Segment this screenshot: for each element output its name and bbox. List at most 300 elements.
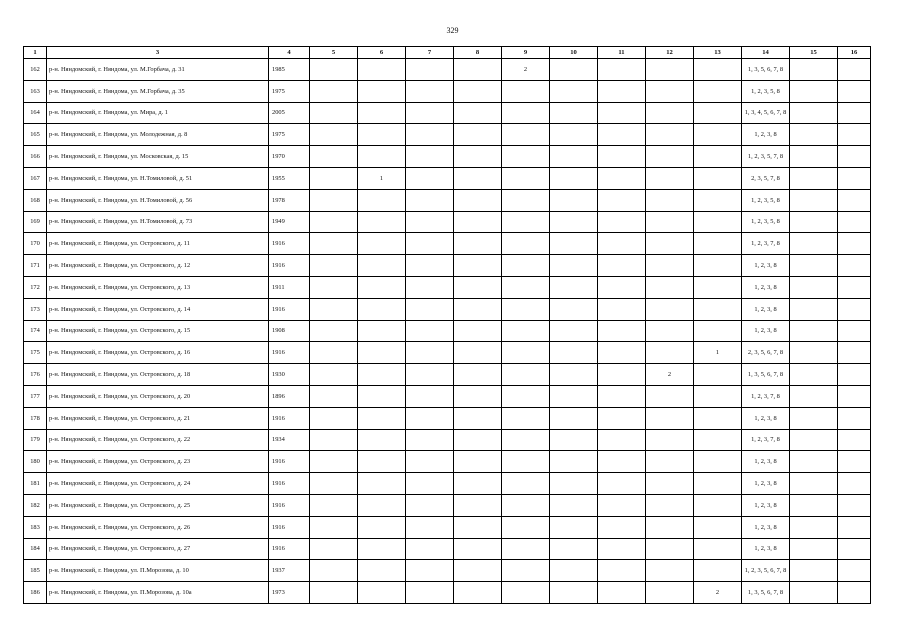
column-header: 15 bbox=[790, 47, 838, 59]
table-cell: 186 bbox=[24, 582, 47, 604]
table-cell: р-н. Няндомский, г. Няндома, ул. Молодежная, д. 8 bbox=[47, 124, 269, 146]
table-cell bbox=[646, 320, 694, 342]
table-cell: 1, 2, 3, 5, 8 bbox=[742, 211, 790, 233]
table-cell: 1916 bbox=[269, 451, 310, 473]
table-cell: 1 bbox=[358, 167, 406, 189]
table-cell bbox=[694, 211, 742, 233]
table-cell bbox=[598, 211, 646, 233]
table-cell bbox=[502, 538, 550, 560]
table-cell bbox=[550, 146, 598, 168]
table-cell bbox=[550, 342, 598, 364]
table-cell bbox=[550, 189, 598, 211]
table-cell: р-н. Няндомский, г. Няндома, ул. Островского, д. 26 bbox=[47, 516, 269, 538]
table-cell bbox=[358, 342, 406, 364]
column-header: 13 bbox=[694, 47, 742, 59]
table-cell bbox=[838, 102, 871, 124]
column-header: 6 bbox=[358, 47, 406, 59]
table-cell bbox=[406, 364, 454, 386]
table-cell: 168 bbox=[24, 189, 47, 211]
table-cell bbox=[646, 560, 694, 582]
table-cell: 1949 bbox=[269, 211, 310, 233]
table-cell: 182 bbox=[24, 494, 47, 516]
table-cell bbox=[502, 451, 550, 473]
table-cell: 1, 2, 3, 5, 7, 8 bbox=[742, 146, 790, 168]
table-cell: 1, 2, 3, 8 bbox=[742, 473, 790, 495]
table-cell bbox=[406, 233, 454, 255]
table-cell bbox=[406, 473, 454, 495]
table-cell: р-н. Няндомский, г. Няндома, ул. Н.Томиловой, д. 73 bbox=[47, 211, 269, 233]
table-cell: р-н. Няндомский, г. Няндома, ул. П.Морозова, д. 10а bbox=[47, 582, 269, 604]
table-row bbox=[24, 167, 871, 189]
table-cell: р-н. Няндомский, г. Няндома, ул. П.Морозова, д. 10 bbox=[47, 560, 269, 582]
table-cell: р-н. Няндомский, г. Няндома, ул. Островского, д. 11 bbox=[47, 233, 269, 255]
table-cell bbox=[790, 473, 838, 495]
table-cell bbox=[838, 189, 871, 211]
table-cell bbox=[646, 516, 694, 538]
table-cell: р-н. Няндомский, г. Няндома, ул. Островского, д. 20 bbox=[47, 385, 269, 407]
table-cell bbox=[310, 494, 358, 516]
table-cell: 171 bbox=[24, 255, 47, 277]
table-cell: 1, 2, 3, 5, 6, 7, 8 bbox=[742, 560, 790, 582]
table-cell bbox=[454, 276, 502, 298]
table-row bbox=[24, 146, 871, 168]
table-cell: 1, 2, 3, 8 bbox=[742, 298, 790, 320]
table-cell bbox=[454, 211, 502, 233]
table-cell bbox=[694, 189, 742, 211]
table-cell bbox=[550, 255, 598, 277]
table-cell: 1978 bbox=[269, 189, 310, 211]
table-cell bbox=[838, 59, 871, 81]
table-cell: 1, 2, 3, 7, 8 bbox=[742, 429, 790, 451]
table-cell bbox=[502, 429, 550, 451]
table-cell: 169 bbox=[24, 211, 47, 233]
table-cell bbox=[646, 451, 694, 473]
table-cell bbox=[454, 516, 502, 538]
table-cell: р-н. Няндомский, г. Няндома, ул. Островского, д. 15 bbox=[47, 320, 269, 342]
table-cell bbox=[838, 385, 871, 407]
table-cell bbox=[454, 364, 502, 386]
table-cell bbox=[598, 364, 646, 386]
table-cell bbox=[550, 102, 598, 124]
column-header: 3 bbox=[47, 47, 269, 59]
table-cell bbox=[310, 167, 358, 189]
table-row bbox=[24, 516, 871, 538]
table-cell bbox=[406, 538, 454, 560]
table-cell bbox=[598, 80, 646, 102]
table-cell bbox=[358, 429, 406, 451]
table-cell bbox=[406, 429, 454, 451]
table-cell bbox=[598, 342, 646, 364]
table-cell bbox=[694, 276, 742, 298]
table-cell: 166 bbox=[24, 146, 47, 168]
table-cell: 164 bbox=[24, 102, 47, 124]
table-cell bbox=[646, 189, 694, 211]
table-cell bbox=[694, 429, 742, 451]
table-cell bbox=[454, 124, 502, 146]
table-cell bbox=[646, 407, 694, 429]
table-cell bbox=[406, 189, 454, 211]
table-row bbox=[24, 211, 871, 233]
table-cell: 1, 2, 3, 5, 8 bbox=[742, 80, 790, 102]
table-cell bbox=[694, 80, 742, 102]
table-row bbox=[24, 560, 871, 582]
table-cell bbox=[598, 320, 646, 342]
table-cell bbox=[454, 102, 502, 124]
table-cell bbox=[838, 429, 871, 451]
table-cell bbox=[454, 429, 502, 451]
table-cell bbox=[646, 255, 694, 277]
table-cell bbox=[646, 80, 694, 102]
table-cell bbox=[310, 80, 358, 102]
table-cell bbox=[550, 560, 598, 582]
table-cell bbox=[502, 407, 550, 429]
column-header: 10 bbox=[550, 47, 598, 59]
table-cell bbox=[502, 364, 550, 386]
table-cell: 172 bbox=[24, 276, 47, 298]
table-cell bbox=[838, 211, 871, 233]
table-cell bbox=[598, 538, 646, 560]
table-cell bbox=[406, 298, 454, 320]
table-cell bbox=[646, 298, 694, 320]
table-cell bbox=[454, 385, 502, 407]
table-row bbox=[24, 80, 871, 102]
table-cell bbox=[598, 276, 646, 298]
table-cell bbox=[454, 80, 502, 102]
table-cell: 178 bbox=[24, 407, 47, 429]
table-cell bbox=[838, 451, 871, 473]
table-cell: р-н. Няндомский, г. Няндома, ул. Островского, д. 16 bbox=[47, 342, 269, 364]
column-header: 5 bbox=[310, 47, 358, 59]
table-cell bbox=[406, 582, 454, 604]
table-cell bbox=[598, 429, 646, 451]
table-cell: р-н. Няндомский, г. Няндома, ул. М.Горбача, д. 35 bbox=[47, 80, 269, 102]
table-row bbox=[24, 451, 871, 473]
table-cell bbox=[646, 429, 694, 451]
table-cell: 162 bbox=[24, 59, 47, 81]
table-cell bbox=[694, 473, 742, 495]
table-row bbox=[24, 364, 871, 386]
table-cell bbox=[838, 560, 871, 582]
column-header: 11 bbox=[598, 47, 646, 59]
table-cell bbox=[838, 364, 871, 386]
table-cell bbox=[502, 298, 550, 320]
table-cell bbox=[406, 560, 454, 582]
table-cell bbox=[358, 80, 406, 102]
table-cell bbox=[694, 494, 742, 516]
table-cell bbox=[310, 342, 358, 364]
table-cell bbox=[646, 211, 694, 233]
table-row bbox=[24, 473, 871, 495]
table-cell bbox=[694, 59, 742, 81]
column-header: 1 bbox=[24, 47, 47, 59]
table-cell bbox=[550, 211, 598, 233]
table-row bbox=[24, 342, 871, 364]
table-cell: 184 bbox=[24, 538, 47, 560]
table-cell bbox=[310, 538, 358, 560]
table-cell bbox=[790, 233, 838, 255]
table-cell: 183 bbox=[24, 516, 47, 538]
table-cell bbox=[598, 473, 646, 495]
table-cell bbox=[646, 473, 694, 495]
table-cell bbox=[454, 494, 502, 516]
table-cell: 1973 bbox=[269, 582, 310, 604]
table-row bbox=[24, 102, 871, 124]
table-cell bbox=[838, 407, 871, 429]
table-cell bbox=[790, 342, 838, 364]
table-cell bbox=[454, 146, 502, 168]
table-cell bbox=[406, 276, 454, 298]
table-cell: р-н. Няндомский, г. Няндома, ул. Островского, д. 14 bbox=[47, 298, 269, 320]
table-cell bbox=[790, 429, 838, 451]
table-cell bbox=[550, 167, 598, 189]
table-cell: 1, 2, 3, 8 bbox=[742, 124, 790, 146]
table-cell bbox=[694, 255, 742, 277]
table-cell bbox=[550, 320, 598, 342]
table-cell bbox=[790, 451, 838, 473]
table-cell bbox=[694, 364, 742, 386]
table-cell bbox=[550, 385, 598, 407]
table-cell bbox=[454, 255, 502, 277]
table-cell: 1975 bbox=[269, 80, 310, 102]
table-body bbox=[24, 59, 871, 604]
table-cell bbox=[310, 255, 358, 277]
table-cell bbox=[406, 385, 454, 407]
table-cell bbox=[694, 451, 742, 473]
table-row bbox=[24, 189, 871, 211]
table-cell: р-н. Няндомский, г. Няндома, ул. Н.Томиловой, д. 56 bbox=[47, 189, 269, 211]
table-cell bbox=[790, 494, 838, 516]
table-cell: р-н. Няндомский, г. Няндома, ул. Островского, д. 22 bbox=[47, 429, 269, 451]
table-row bbox=[24, 385, 871, 407]
table-cell bbox=[406, 146, 454, 168]
table-cell: 1970 bbox=[269, 146, 310, 168]
table-cell bbox=[454, 59, 502, 81]
column-header: 8 bbox=[454, 47, 502, 59]
table-cell bbox=[406, 167, 454, 189]
table-cell bbox=[646, 233, 694, 255]
page-number: 329 bbox=[446, 26, 459, 35]
table-cell bbox=[550, 582, 598, 604]
table-cell: 163 bbox=[24, 80, 47, 102]
table-cell bbox=[646, 167, 694, 189]
table-cell: 1916 bbox=[269, 538, 310, 560]
table-cell: 1, 2, 3, 8 bbox=[742, 320, 790, 342]
table-cell: 170 bbox=[24, 233, 47, 255]
table-cell bbox=[310, 385, 358, 407]
table-cell bbox=[310, 582, 358, 604]
table-cell bbox=[790, 364, 838, 386]
table-cell: 2, 3, 5, 7, 8 bbox=[742, 167, 790, 189]
table-cell bbox=[646, 276, 694, 298]
table-cell bbox=[646, 582, 694, 604]
table-cell: 1, 3, 5, 6, 7, 8 bbox=[742, 59, 790, 81]
table-cell bbox=[310, 451, 358, 473]
table-cell bbox=[406, 80, 454, 102]
table-cell bbox=[454, 451, 502, 473]
table-cell bbox=[790, 255, 838, 277]
table-cell bbox=[790, 407, 838, 429]
table-cell bbox=[550, 59, 598, 81]
table-cell bbox=[358, 298, 406, 320]
table-cell: 1916 bbox=[269, 407, 310, 429]
table-cell bbox=[454, 167, 502, 189]
table-cell bbox=[502, 146, 550, 168]
table-cell bbox=[550, 494, 598, 516]
table-cell bbox=[310, 320, 358, 342]
table-cell bbox=[406, 516, 454, 538]
table-cell: 165 bbox=[24, 124, 47, 146]
table-cell bbox=[550, 516, 598, 538]
table-cell bbox=[694, 124, 742, 146]
column-header: 9 bbox=[502, 47, 550, 59]
table-cell bbox=[646, 538, 694, 560]
table-cell bbox=[406, 320, 454, 342]
table-cell: р-н. Няндомский, г. Няндома, ул. Островского, д. 25 bbox=[47, 494, 269, 516]
table-cell bbox=[838, 233, 871, 255]
table-cell bbox=[406, 494, 454, 516]
table-cell: р-н. Няндомский, г. Няндома, ул. М.Горбача, д. 31 bbox=[47, 59, 269, 81]
table-cell bbox=[310, 146, 358, 168]
table-cell bbox=[502, 385, 550, 407]
table-row bbox=[24, 538, 871, 560]
table-cell bbox=[598, 298, 646, 320]
table-cell bbox=[694, 102, 742, 124]
table-cell bbox=[694, 298, 742, 320]
table-row bbox=[24, 233, 871, 255]
table-cell: 181 bbox=[24, 473, 47, 495]
table-cell bbox=[598, 516, 646, 538]
table-cell bbox=[838, 320, 871, 342]
table-cell bbox=[358, 59, 406, 81]
table-cell: 185 bbox=[24, 560, 47, 582]
table-cell: 1, 2, 3, 8 bbox=[742, 516, 790, 538]
table-cell bbox=[310, 102, 358, 124]
table-cell bbox=[838, 167, 871, 189]
table-cell bbox=[358, 211, 406, 233]
table-cell bbox=[454, 342, 502, 364]
table-cell: 1930 bbox=[269, 364, 310, 386]
table-cell bbox=[790, 385, 838, 407]
table-cell: 1, 2, 3, 7, 8 bbox=[742, 385, 790, 407]
table-cell bbox=[502, 167, 550, 189]
table-cell bbox=[598, 102, 646, 124]
table-cell bbox=[790, 189, 838, 211]
table-cell: 177 bbox=[24, 385, 47, 407]
table-cell: р-н. Няндомский, г. Няндома, ул. Островского, д. 23 bbox=[47, 451, 269, 473]
table-row bbox=[24, 255, 871, 277]
table-cell bbox=[694, 385, 742, 407]
table-cell bbox=[406, 451, 454, 473]
table-cell bbox=[790, 582, 838, 604]
table-cell: 1911 bbox=[269, 276, 310, 298]
table-row bbox=[24, 494, 871, 516]
table-cell bbox=[598, 407, 646, 429]
table-cell bbox=[502, 494, 550, 516]
table-cell bbox=[454, 473, 502, 495]
table-cell: 1, 3, 4, 5, 6, 7, 8 bbox=[742, 102, 790, 124]
table-cell bbox=[790, 124, 838, 146]
table-cell bbox=[406, 59, 454, 81]
table-cell bbox=[694, 516, 742, 538]
table-cell bbox=[790, 167, 838, 189]
table-cell bbox=[502, 189, 550, 211]
table-cell: 1916 bbox=[269, 342, 310, 364]
table-cell bbox=[598, 189, 646, 211]
table-cell bbox=[358, 276, 406, 298]
table-cell bbox=[790, 102, 838, 124]
table-cell bbox=[838, 80, 871, 102]
table-cell bbox=[550, 451, 598, 473]
table-cell bbox=[310, 211, 358, 233]
table-row bbox=[24, 582, 871, 604]
table-cell bbox=[838, 516, 871, 538]
table-cell bbox=[406, 211, 454, 233]
table-cell: 2, 3, 5, 6, 7, 8 bbox=[742, 342, 790, 364]
table-cell bbox=[646, 385, 694, 407]
table-cell: 176 bbox=[24, 364, 47, 386]
table-cell bbox=[502, 276, 550, 298]
table-cell bbox=[358, 102, 406, 124]
table-cell bbox=[310, 276, 358, 298]
table-cell bbox=[694, 320, 742, 342]
table-cell: 1, 2, 3, 5, 8 bbox=[742, 189, 790, 211]
table-cell: 1, 2, 3, 8 bbox=[742, 407, 790, 429]
table-cell bbox=[454, 320, 502, 342]
table-cell bbox=[646, 102, 694, 124]
table-cell bbox=[310, 298, 358, 320]
table-cell: р-н. Няндомский, г. Няндома, ул. Островского, д. 27 bbox=[47, 538, 269, 560]
table-cell: 180 bbox=[24, 451, 47, 473]
table-cell bbox=[406, 342, 454, 364]
table-cell bbox=[598, 494, 646, 516]
table-cell: р-н. Няндомский, г. Няндома, ул. Островского, д. 21 bbox=[47, 407, 269, 429]
table-cell bbox=[550, 80, 598, 102]
table-cell bbox=[598, 59, 646, 81]
data-table bbox=[23, 46, 871, 604]
table-cell bbox=[550, 298, 598, 320]
table-row bbox=[24, 429, 871, 451]
table-cell: 1, 2, 3, 8 bbox=[742, 494, 790, 516]
table-cell bbox=[358, 538, 406, 560]
table-row bbox=[24, 407, 871, 429]
table-cell bbox=[454, 538, 502, 560]
table-cell bbox=[838, 276, 871, 298]
table-cell bbox=[358, 494, 406, 516]
table-cell bbox=[358, 255, 406, 277]
table-cell bbox=[646, 494, 694, 516]
table-row bbox=[24, 276, 871, 298]
table-cell: 2 bbox=[646, 364, 694, 386]
table-cell: 1937 bbox=[269, 560, 310, 582]
table-cell bbox=[838, 342, 871, 364]
table-cell bbox=[358, 407, 406, 429]
table-cell bbox=[310, 189, 358, 211]
table-cell bbox=[598, 255, 646, 277]
table-cell bbox=[310, 560, 358, 582]
table-cell: р-н. Няндомский, г. Няндома, ул. Островского, д. 24 bbox=[47, 473, 269, 495]
table-cell bbox=[502, 320, 550, 342]
table-cell bbox=[358, 124, 406, 146]
table-cell bbox=[790, 80, 838, 102]
table-cell: 1975 bbox=[269, 124, 310, 146]
table-cell bbox=[310, 124, 358, 146]
table-cell bbox=[358, 516, 406, 538]
column-header: 12 bbox=[646, 47, 694, 59]
table-cell bbox=[502, 473, 550, 495]
table-cell bbox=[310, 407, 358, 429]
table-cell: 1916 bbox=[269, 233, 310, 255]
table-cell: 1955 bbox=[269, 167, 310, 189]
